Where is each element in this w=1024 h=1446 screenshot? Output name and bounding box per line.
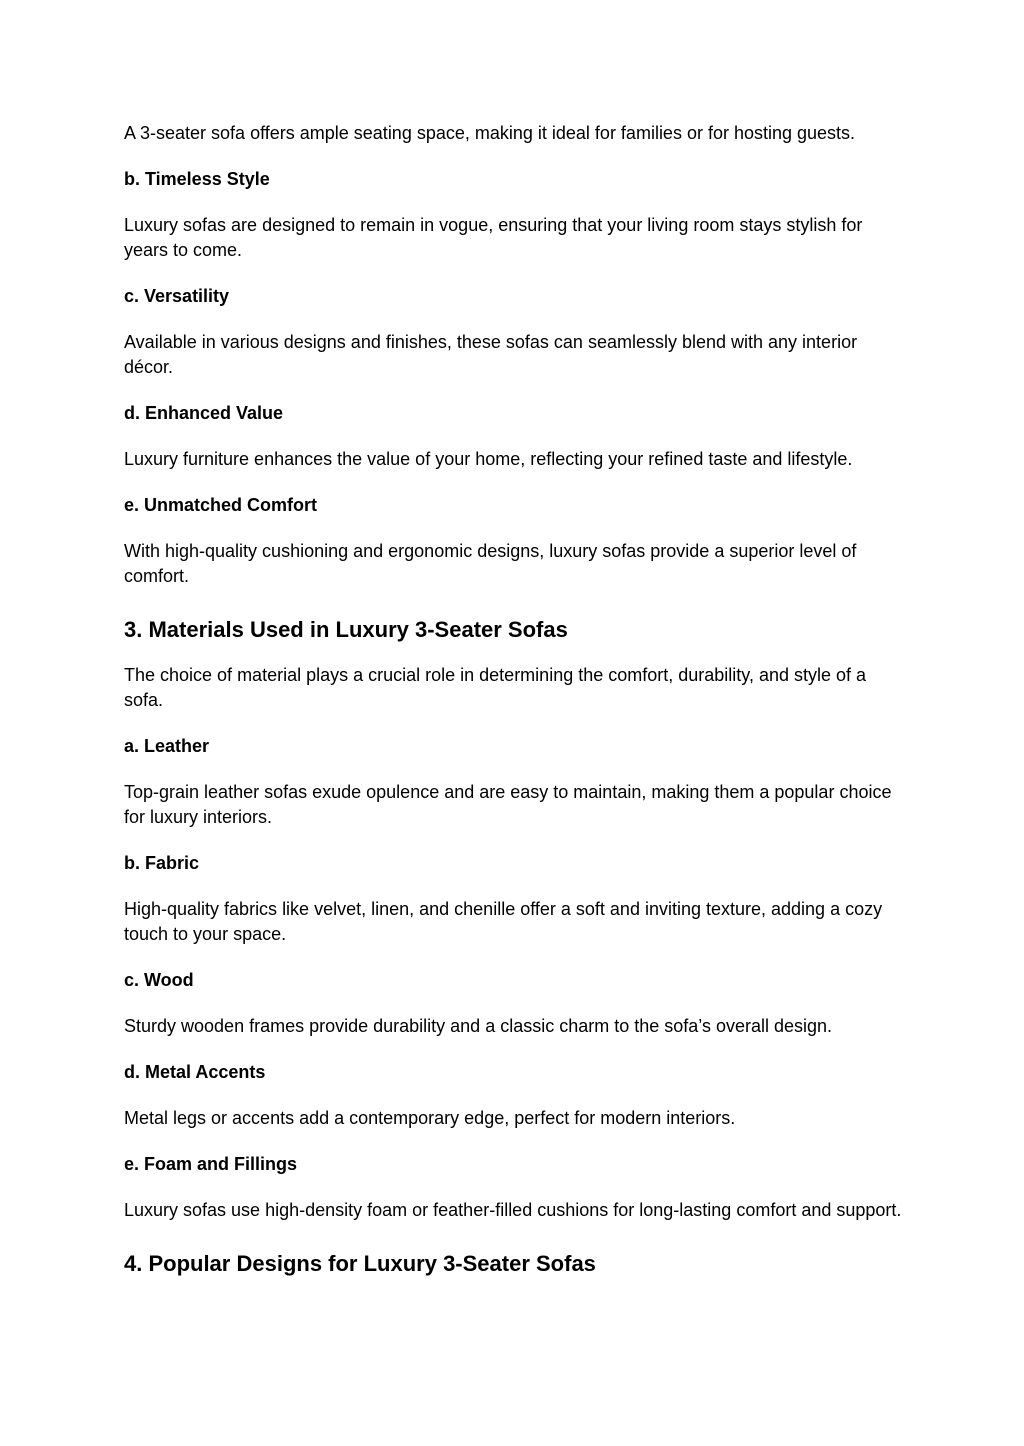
subheading-fabric: b. Fabric — [124, 853, 200, 873]
subheading-wood: c. Wood — [124, 970, 194, 990]
intro-paragraph: A 3-seater sofa offers ample seating space, making it ideal for families or for hosting guests. — [124, 123, 856, 143]
section-heading-materials: 3. Materials Used in Luxury 3-Seater Sofas — [124, 617, 568, 642]
paragraph-foam-fillings: Luxury sofas use high-density foam or feather-filled cushions for long-lasting comfort and support. — [124, 1200, 902, 1220]
document-page — [124, 121, 904, 1279]
subheading-leather: a. Leather — [124, 736, 210, 756]
paragraph-metal-accents: Metal legs or accents add a contemporary edge, perfect for modern interiors. — [124, 1108, 736, 1128]
subheading-unmatched-comfort: e. Unmatched Comfort — [124, 495, 318, 515]
paragraph-wood: Sturdy wooden frames provide durability and a classic charm to the sofa’s overall design. — [124, 1016, 833, 1036]
subheading-versatility: c. Versatility — [124, 286, 230, 306]
paragraph-versatility: Available in various designs and finishes, these sofas can seamlessly blend with any interior décor. — [124, 332, 858, 377]
subheading-timeless-style: b. Timeless Style — [124, 169, 270, 189]
section-heading-popular-designs: 4. Popular Designs for Luxury 3-Seater Sofas — [124, 1251, 596, 1276]
paragraph-fabric: High-quality fabrics like velvet, linen, and chenille offer a soft and inviting texture, adding a cozy touch to your space. — [124, 899, 883, 944]
subheading-foam-fillings: e. Foam and Fillings — [124, 1154, 298, 1174]
paragraph-leather: Top-grain leather sofas exude opulence and are easy to maintain, making them a popular choice for luxury interiors. — [124, 782, 892, 827]
subheading-metal-accents: d. Metal Accents — [124, 1062, 266, 1082]
subheading-enhanced-value: d. Enhanced Value — [124, 403, 284, 423]
paragraph-unmatched-comfort: With high-quality cushioning and ergonomic designs, luxury sofas provide a superior level of comfort. — [124, 541, 857, 586]
paragraph-enhanced-value: Luxury furniture enhances the value of your home, reflecting your refined taste and lifestyle. — [124, 449, 853, 469]
paragraph-timeless-style: Luxury sofas are designed to remain in vogue, ensuring that your living room stays stylish for years to come. — [124, 215, 863, 260]
paragraph-materials-intro: The choice of material plays a crucial role in determining the comfort, durability, and style of a sofa. — [124, 665, 867, 710]
